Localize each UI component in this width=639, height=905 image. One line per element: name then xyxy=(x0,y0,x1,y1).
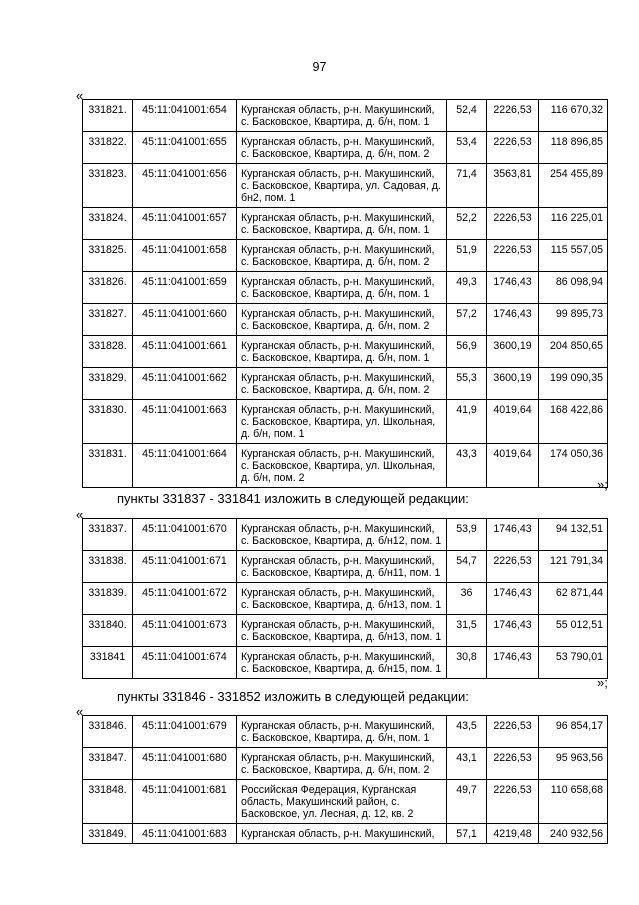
table-row xyxy=(83,208,608,240)
amendment-paragraph: пункты 331837 - 331841 изложить в следующей редакции: xyxy=(117,491,469,506)
cadastral-value-cell: 240 932,56 xyxy=(539,824,608,844)
specific-value-cell: 2226,53 xyxy=(487,208,539,240)
cadastral-value-cell: 168 422,86 xyxy=(539,400,608,444)
row-number-cell: 331821. xyxy=(83,100,133,132)
register-table-body xyxy=(83,716,608,844)
register-table-body xyxy=(83,519,608,679)
area-cell: 54,7 xyxy=(447,551,487,583)
table-row xyxy=(83,583,608,615)
specific-value-cell: 1746,43 xyxy=(487,583,539,615)
cadastral-number-cell: 45:11:041001:670 xyxy=(133,519,237,551)
area-cell: 49,7 xyxy=(447,780,487,824)
cadastral-value-cell: 99 895,73 xyxy=(539,304,608,336)
cadastral-number-cell: 45:11:041001:664 xyxy=(133,444,237,488)
cadastral-value-cell: 62 871,44 xyxy=(539,583,608,615)
specific-value-cell: 1746,43 xyxy=(487,272,539,304)
cadastral-number-cell: 45:11:041001:673 xyxy=(133,615,237,647)
cadastral-value-cell: 110 658,68 xyxy=(539,780,608,824)
table-row xyxy=(83,336,608,368)
address-cell: Курганская область, р-н. Макушинский, с. Басковское, Квартира, д. б/н11, пом. 1 xyxy=(237,551,447,583)
address-cell: Курганская область, р-н. Макушинский, с. Басковское, Квартира, д. б/н, пом. 2 xyxy=(237,132,447,164)
area-cell: 57,2 xyxy=(447,304,487,336)
address-cell: Курганская область, р-н. Макушинский, с. Басковское, Квартира, д. б/н13, пом. 1 xyxy=(237,615,447,647)
table-row xyxy=(83,132,608,164)
address-cell: Курганская область, р-н. Макушинский, xyxy=(237,824,447,844)
table-row xyxy=(83,615,608,647)
cadastral-value-cell: 94 132,51 xyxy=(539,519,608,551)
row-number-cell: 331822. xyxy=(83,132,133,164)
cadastral-value-cell: 174 050,36 xyxy=(539,444,608,488)
close-quote: »; xyxy=(597,675,608,690)
area-cell: 57,1 xyxy=(447,824,487,844)
specific-value-cell: 2226,53 xyxy=(487,551,539,583)
cadastral-number-cell: 45:11:041001:660 xyxy=(133,304,237,336)
open-quote: « xyxy=(76,704,84,719)
row-number-cell: 331849. xyxy=(83,824,133,844)
cadastral-number-cell: 45:11:041001:662 xyxy=(133,368,237,400)
address-cell: Курганская область, р-н. Макушинский, с. Басковское, Квартира, д. б/н, пом. 1 xyxy=(237,208,447,240)
cadastral-number-cell: 45:11:041001:654 xyxy=(133,100,237,132)
specific-value-cell: 3563,81 xyxy=(487,164,539,208)
cadastral-number-cell: 45:11:041001:655 xyxy=(133,132,237,164)
cadastral-value-cell: 96 854,17 xyxy=(539,716,608,748)
specific-value-cell: 2226,53 xyxy=(487,132,539,164)
area-cell: 53,4 xyxy=(447,132,487,164)
address-cell: Курганская область, р-н. Макушинский, с. Басковское, Квартира, д. б/н, пом. 1 xyxy=(237,716,447,748)
specific-value-cell: 4019,64 xyxy=(487,444,539,488)
address-cell: Курганская область, р-н. Макушинский, с. Басковское, Квартира, ул. Школьная, д. б/н, пом. 2 xyxy=(237,444,447,488)
cadastral-value-cell: 116 670,32 xyxy=(539,100,608,132)
address-cell: Курганская область, р-н. Макушинский, с. Басковское, Квартира, д. б/н, пом. 2 xyxy=(237,368,447,400)
specific-value-cell: 1746,43 xyxy=(487,647,539,679)
specific-value-cell: 3600,19 xyxy=(487,368,539,400)
address-cell: Курганская область, р-н. Макушинский, с. Басковское, Квартира, д. б/н12, пом. 1 xyxy=(237,519,447,551)
cadastral-value-cell: 86 098,94 xyxy=(539,272,608,304)
cadastral-number-cell: 45:11:041001:663 xyxy=(133,400,237,444)
address-cell: Курганская область, р-н. Макушинский, с. Басковское, Квартира, д. б/н, пом. 2 xyxy=(237,748,447,780)
row-number-cell: 331823. xyxy=(83,164,133,208)
cadastral-number-cell: 45:11:041001:681 xyxy=(133,780,237,824)
row-number-cell: 331848. xyxy=(83,780,133,824)
row-number-cell: 331830. xyxy=(83,400,133,444)
row-number-cell: 331838. xyxy=(83,551,133,583)
row-number-cell: 331827. xyxy=(83,304,133,336)
table-row xyxy=(83,780,608,824)
address-cell: Российская Федерация, Курганская область, Макушинский район, с. Басковское, ул. Лесная, д. 12, кв. 2 xyxy=(237,780,447,824)
area-cell: 31,5 xyxy=(447,615,487,647)
cadastral-value-cell: 55 012,51 xyxy=(539,615,608,647)
table-row xyxy=(83,240,608,272)
register-table xyxy=(82,715,608,844)
table-row xyxy=(83,368,608,400)
cadastral-value-cell: 116 225,01 xyxy=(539,208,608,240)
cadastral-value-cell: 204 850,65 xyxy=(539,336,608,368)
address-cell: Курганская область, р-н. Макушинский, с. Басковское, Квартира, д. б/н, пом. 1 xyxy=(237,272,447,304)
row-number-cell: 331831. xyxy=(83,444,133,488)
area-cell: 52,2 xyxy=(447,208,487,240)
row-number-cell: 331828. xyxy=(83,336,133,368)
cadastral-value-cell: 199 090,35 xyxy=(539,368,608,400)
row-number-cell: 331826. xyxy=(83,272,133,304)
area-cell: 43,3 xyxy=(447,444,487,488)
cadastral-number-cell: 45:11:041001:659 xyxy=(133,272,237,304)
register-table-body xyxy=(83,100,608,488)
area-cell: 41,9 xyxy=(447,400,487,444)
table-row xyxy=(83,304,608,336)
address-cell: Курганская область, р-н. Макушинский, с. Басковское, Квартира, д. б/н, пом. 1 xyxy=(237,336,447,368)
specific-value-cell: 2226,53 xyxy=(487,240,539,272)
area-cell: 53,9 xyxy=(447,519,487,551)
area-cell: 51,9 xyxy=(447,240,487,272)
register-table xyxy=(82,99,608,488)
area-cell: 56,9 xyxy=(447,336,487,368)
specific-value-cell: 4219,48 xyxy=(487,824,539,844)
area-cell: 30,8 xyxy=(447,647,487,679)
address-cell: Курганская область, р-н. Макушинский, с. Басковское, Квартира, д. б/н, пом. 1 xyxy=(237,100,447,132)
cadastral-value-cell: 115 557,05 xyxy=(539,240,608,272)
table-row xyxy=(83,164,608,208)
row-number-cell: 331837. xyxy=(83,519,133,551)
specific-value-cell: 2226,53 xyxy=(487,100,539,132)
area-cell: 55,3 xyxy=(447,368,487,400)
cadastral-number-cell: 45:11:041001:656 xyxy=(133,164,237,208)
specific-value-cell: 1746,43 xyxy=(487,304,539,336)
area-cell: 49,3 xyxy=(447,272,487,304)
open-quote: « xyxy=(76,507,84,522)
cadastral-value-cell: 254 455,89 xyxy=(539,164,608,208)
row-number-cell: 331846. xyxy=(83,716,133,748)
area-cell: 43,1 xyxy=(447,748,487,780)
cadastral-number-cell: 45:11:041001:674 xyxy=(133,647,237,679)
row-number-cell: 331825. xyxy=(83,240,133,272)
specific-value-cell: 2226,53 xyxy=(487,780,539,824)
cadastral-value-cell: 118 896,85 xyxy=(539,132,608,164)
cadastral-number-cell: 45:11:041001:661 xyxy=(133,336,237,368)
open-quote: « xyxy=(76,88,84,103)
cadastral-value-cell: 121 791,34 xyxy=(539,551,608,583)
specific-value-cell: 1746,43 xyxy=(487,615,539,647)
specific-value-cell: 3600,19 xyxy=(487,336,539,368)
specific-value-cell: 1746,43 xyxy=(487,519,539,551)
cadastral-number-cell: 45:11:041001:679 xyxy=(133,716,237,748)
area-cell: 36 xyxy=(447,583,487,615)
table-row xyxy=(83,716,608,748)
area-cell: 71,4 xyxy=(447,164,487,208)
specific-value-cell: 2226,53 xyxy=(487,716,539,748)
cadastral-value-cell: 53 790,01 xyxy=(539,647,608,679)
area-cell: 43,5 xyxy=(447,716,487,748)
address-cell: Курганская область, р-н. Макушинский, с. Басковское, Квартира, д. б/н, пом. 2 xyxy=(237,304,447,336)
cadastral-number-cell: 45:11:041001:671 xyxy=(133,551,237,583)
table-row xyxy=(83,551,608,583)
register-table xyxy=(82,518,608,679)
cadastral-number-cell: 45:11:041001:672 xyxy=(133,583,237,615)
table-row xyxy=(83,748,608,780)
table-row xyxy=(83,824,608,844)
area-cell: 52,4 xyxy=(447,100,487,132)
row-number-cell: 331829. xyxy=(83,368,133,400)
address-cell: Курганская область, р-н. Макушинский, с. Басковское, Квартира, ул. Садовая, д. бн2, пом. 1 xyxy=(237,164,447,208)
specific-value-cell: 2226,53 xyxy=(487,748,539,780)
table-row xyxy=(83,647,608,679)
address-cell: Курганская область, р-н. Макушинский, с. Басковское, Квартира, д. б/н13, пом. 1 xyxy=(237,583,447,615)
table-row xyxy=(83,444,608,488)
cadastral-number-cell: 45:11:041001:658 xyxy=(133,240,237,272)
amendment-paragraph: пункты 331846 - 331852 изложить в следующей редакции: xyxy=(117,689,469,704)
cadastral-number-cell: 45:11:041001:680 xyxy=(133,748,237,780)
row-number-cell: 331824. xyxy=(83,208,133,240)
table-row xyxy=(83,519,608,551)
address-cell: Курганская область, р-н. Макушинский, с. Басковское, Квартира, д. б/н, пом. 2 xyxy=(237,240,447,272)
table-row xyxy=(83,100,608,132)
cadastral-number-cell: 45:11:041001:657 xyxy=(133,208,237,240)
table-row xyxy=(83,400,608,444)
row-number-cell: 331840. xyxy=(83,615,133,647)
specific-value-cell: 4019,64 xyxy=(487,400,539,444)
close-quote: »; xyxy=(597,477,608,492)
cadastral-value-cell: 95 963,56 xyxy=(539,748,608,780)
row-number-cell: 331841 xyxy=(83,647,133,679)
address-cell: Курганская область, р-н. Макушинский, с. Басковское, Квартира, д. б/н15, пом. 1 xyxy=(237,647,447,679)
address-cell: Курганская область, р-н. Макушинский, с. Басковское, Квартира, ул. Школьная, д. б/н, пом. 1 xyxy=(237,400,447,444)
page-number: 97 xyxy=(312,60,327,74)
table-row xyxy=(83,272,608,304)
row-number-cell: 331839. xyxy=(83,583,133,615)
row-number-cell: 331847. xyxy=(83,748,133,780)
cadastral-number-cell: 45:11:041001:683 xyxy=(133,824,237,844)
